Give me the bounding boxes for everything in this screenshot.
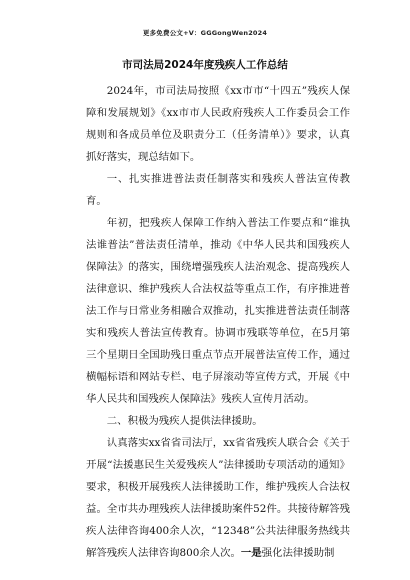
document-title: 市司法局2024年度残疾人工作总结 [122,59,288,71]
section-heading-1: 一、扎实推进普法责任制落实和残疾人普法宣传教育。 [86,173,350,207]
header-watermark: 更多免费公文+V：GGGongWen2024 [142,29,268,37]
paragraph-section-2-text: 认真落实xx省省司法厅，xx省省残疾人联合会《关于开展“法援惠民生关爱残疾人”法律援助专项活动的通知》要求，积极开展残疾人法律援助工作，维护残疾人合法权益。全市共办理残疾人法律援助案件52件。共接待解答残疾人法律咨询400余人次，“12348”公共法律服务热线共解答残疾人法律咨询800余人次。 [86,437,350,559]
paragraph-section-2 [86,432,350,564]
section-heading-2: 二、积极为残疾人提供法律援助。 [106,415,263,427]
document-body [86,80,350,564]
paragraph-section-1: 年初，把残疾人保障工作纳入普法工作要点和“谁执法谁普法”普法责任清单，推动《中华人民共和国残疾人保障法》的落实，围绕增强残疾人法治观念、提高残疾人法律意识、维护残疾人合法权益等重点工作，有序推进普法工作与日常业务相融合双推动，扎实推进普法责任制落实和残疾人普法宣传教育。协调市残联等单位，在5月第三个星期日全国助残日重点节点开展普法宣传工作，通过横幅标语和网站专栏、电子屏滚动等宣传方式，开展《中华人民共和国残疾人保障法》残疾人宣传月活动。 [86,217,350,405]
paragraph-intro: 2024年，市司法局按照《xx市市“十四五”残疾人保障和发展规划》《xx市市人民政府残疾人工作委员会工作规则和各成员单位及职责分工（任务清单）》要求，认真抓好落实，现总结如下。 [86,85,350,163]
paragraph-tail-text: 强化法律援助制 [261,547,335,559]
emphasis-first-point: 一是 [240,547,262,559]
